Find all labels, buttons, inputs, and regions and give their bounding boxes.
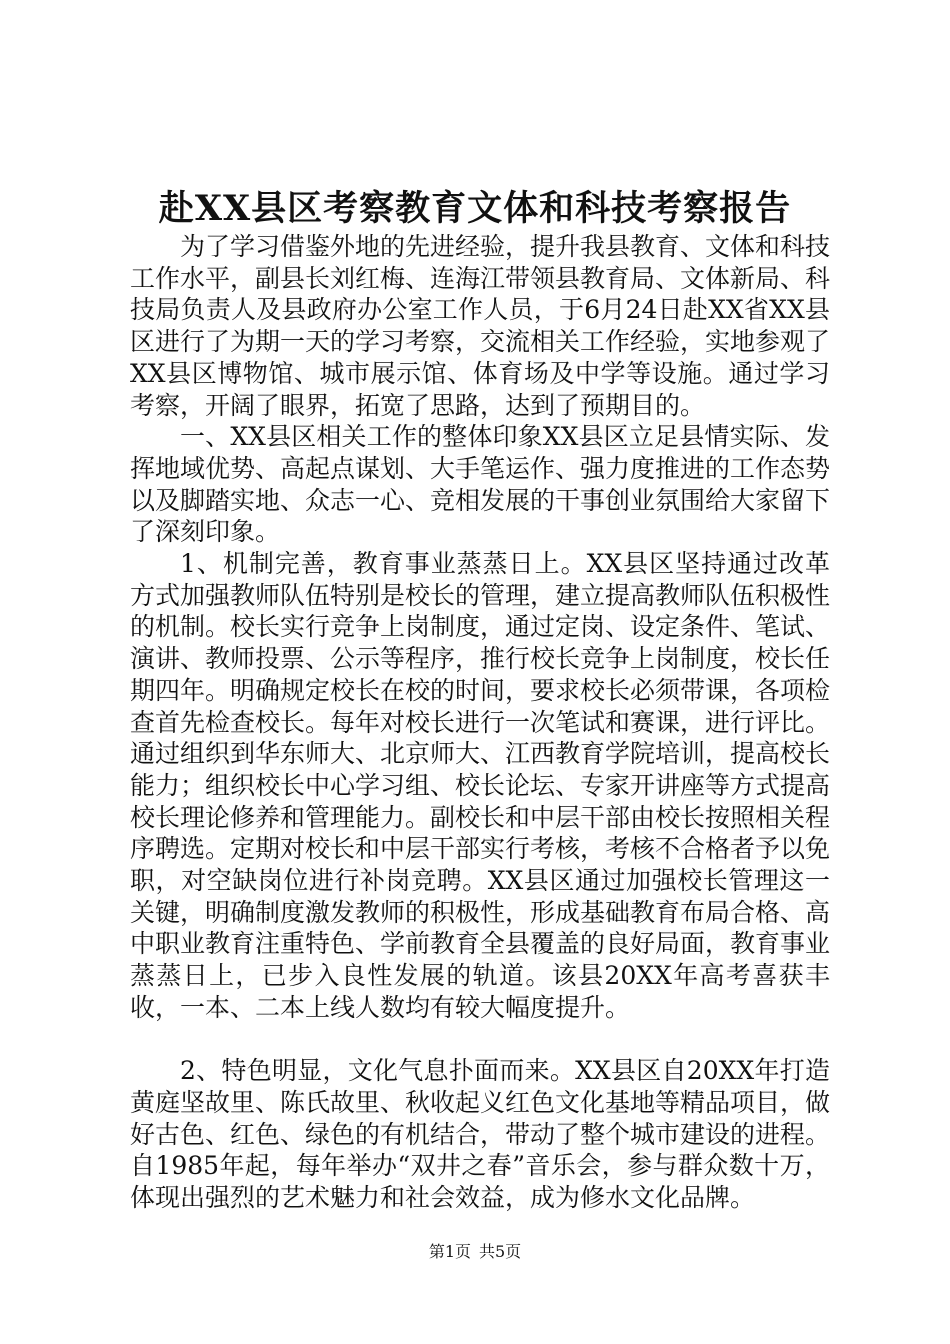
document-title: 赴XX县区考察教育文体和科技考察报告 [158, 188, 792, 229]
paragraph-education: 1、机制完善，教育事业蒸蒸日上。XX县区坚持通过改革方式加强教师队伍特别是校长的管理，建立提高教师队伍积极性的机制。校长实行竞争上岗制度，通过定岗、设定条件、笔试、演讲、教师投票、公示等程序，推行校长竞争上岗制度，校长任期四年。明确规定校长在校的时间，要求校长必须带课，各项检查首先检查校长。每年对校长进行一次笔试和赛课，进行评比。通过组织到华东师大、北京师大、江西教育学院培训，提高校长能力；组织校长中心学习组、校长论坛、专家开讲座等方式提高校长理论修养和管理能力。副校长和中层干部由校长按照相关程序聘选。定期对校长和中层干部实行考核，考核不合格者予以免职，对空缺岗位进行补岗竞聘。XX县区通过加强校长管理这一关键，明确制度激发教师的积极性，形成基础教育布局合格、高中职业教育注重特色、学前教育全县覆盖的良好局面，教育事业蒸蒸日上，已步入良性发展的轨道。该县20XX年高考喜获丰收，一本、二本上线人数均有较大幅度提升。 [130, 549, 831, 1022]
paragraph-intro: 为了学习借鉴外地的先进经验，提升我县教育、文体和科技工作水平，副县长刘红梅、连海江带领县教育局、文体新局、科技局负责人及县政府办公室工作人员，于6月24日赴XX省XX县区进行了为期一天的学习考察，交流相关工作经验，实地参观了XX县区博物馆、城市展示馆、体育场及中学等设施。通过学习考察，开阔了眼界，拓宽了思路，达到了预期目的。 [130, 232, 831, 420]
document-body [130, 231, 830, 1214]
page-footer [0, 1241, 950, 1263]
page-number-total: 共5页 [479, 1242, 522, 1261]
page-number-current: 第1页 [428, 1242, 471, 1261]
paragraph-culture: 2、特色明显，文化气息扑面而来。XX县区自20XX年打造黄庭坚故里、陈氏故里、秋收起义红色文化基地等精品项目，做好古色、红色、绿色的有机结合，带动了整个城市建设的进程。自1985年起，每年举办“双井之春”音乐会，参与群众数十万，体现出强烈的艺术魅力和社会效益，成为修水文化品牌。 [130, 1056, 831, 1213]
paragraph-overall-impression: 一、XX县区相关工作的整体印象XX县区立足县情实际、发挥地域优势、高起点谋划、大手笔运作、强力度推进的工作态势以及脚踏实地、众志一心、竞相发展的干事创业氛围给大家留下了深刻印象。 [130, 422, 831, 547]
